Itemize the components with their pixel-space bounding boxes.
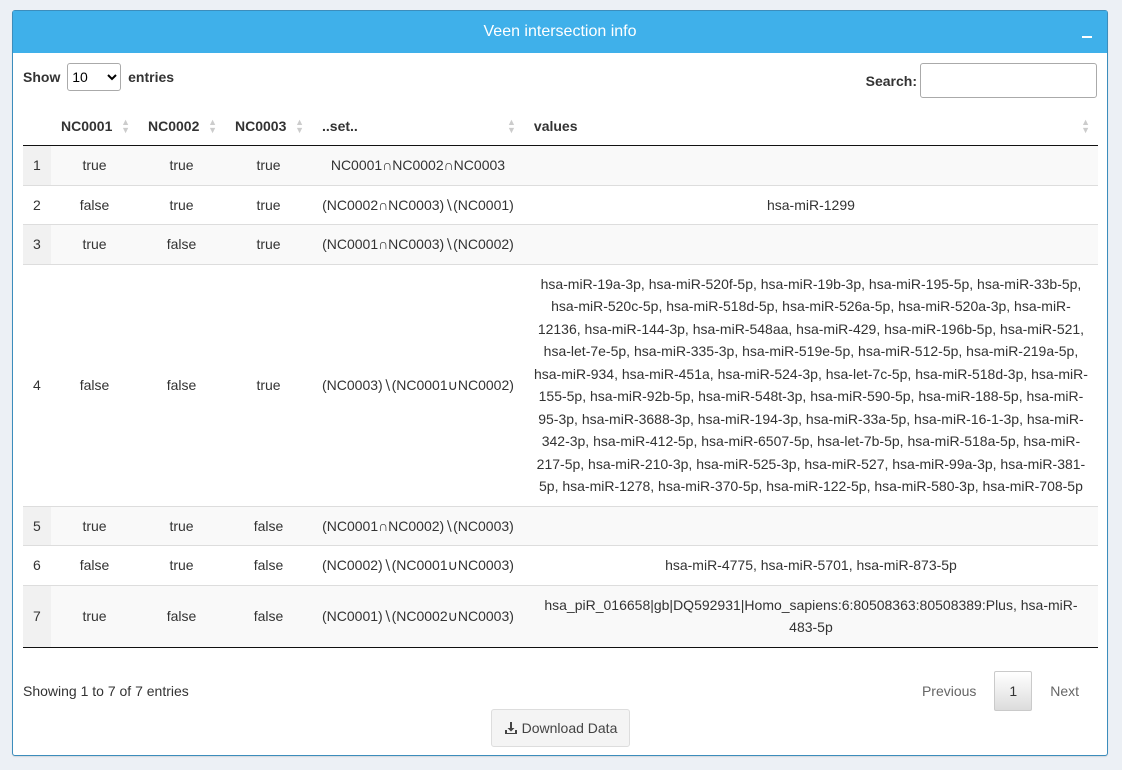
cell-set: (NC0001∩NC0002)∖(NC0003) bbox=[312, 506, 524, 546]
cell-nc0003: false bbox=[225, 585, 312, 647]
cell-nc0003: false bbox=[225, 506, 312, 546]
cell-index: 5 bbox=[23, 506, 51, 546]
cell-set: (NC0002)∖(NC0001∪NC0003) bbox=[312, 546, 524, 586]
cell-nc0001: true bbox=[51, 146, 138, 186]
minus-icon bbox=[1082, 36, 1092, 38]
cell-values: hsa-miR-4775, hsa-miR-5701, hsa-miR-873-5p bbox=[524, 546, 1098, 586]
search-input[interactable] bbox=[920, 63, 1097, 98]
collapse-button[interactable] bbox=[1079, 21, 1095, 41]
cell-index: 1 bbox=[23, 146, 51, 186]
column-header-label: NC0001 bbox=[61, 118, 113, 134]
table-controls bbox=[23, 63, 1097, 99]
download-label: Download Data bbox=[521, 720, 618, 736]
cell-index: 6 bbox=[23, 546, 51, 586]
cell-nc0002: true bbox=[138, 185, 225, 225]
cell-values: hsa-miR-19a-3p, hsa-miR-520f-5p, hsa-miR-19b-3p, hsa-miR-195-5p, hsa-miR-33b-5p, hsa-miR-520c-5p, hsa-miR-518d-5p, hsa-miR-526a-5p, hsa-miR-520a-3p, hsa-miR-12136, hsa-miR-144-3p, hsa-miR-548aa, hsa-miR-429, hsa-miR-196b-5p, hsa-miR-521, hsa-let-7e-5p, hsa-miR-335-3p, hsa-miR-519e-5p, hsa-miR-512-5p, hsa-miR-219a-5p, hsa-miR-934, hsa-miR-451a, hsa-miR-524-3p, hsa-let-7c-5p, hsa-miR-518d-3p, hsa-miR-155-5p, hsa-miR-92b-5p, hsa-miR-548t-3p, hsa-miR-590-5p, hsa-miR-188-5p, hsa-miR-95-3p, hsa-miR-3688-3p, hsa-miR-194-3p, hsa-miR-33a-5p, hsa-miR-16-1-3p, hsa-miR-342-3p, hsa-miR-412-5p, hsa-miR-6507-5p, hsa-let-7b-5p, hsa-miR-518a-5p, hsa-miR-217-5p, hsa-miR-210-3p, hsa-miR-525-3p, hsa-miR-527, hsa-miR-99a-3p, hsa-miR-381-5p, hsa-miR-1278, hsa-miR-370-5p, hsa-miR-122-5p, hsa-miR-580-3p, hsa-miR-708-5p bbox=[524, 264, 1098, 506]
sort-icon: ▲ ▼ bbox=[121, 117, 130, 135]
cell-nc0003: true bbox=[225, 225, 312, 265]
column-header-label: NC0002 bbox=[148, 118, 200, 134]
table-row bbox=[23, 506, 1098, 546]
cell-nc0002: true bbox=[138, 506, 225, 546]
cell-index: 3 bbox=[23, 225, 51, 265]
download-data-button[interactable] bbox=[491, 709, 630, 747]
cell-nc0003: true bbox=[225, 185, 312, 225]
sort-icon: ▲ ▼ bbox=[295, 117, 304, 135]
cell-nc0001: false bbox=[51, 546, 138, 586]
cell-nc0001: false bbox=[51, 185, 138, 225]
column-header-values[interactable] bbox=[524, 107, 1098, 146]
sort-icon: ▲ ▼ bbox=[208, 117, 217, 135]
column-header-nc0003[interactable] bbox=[225, 107, 312, 146]
table-row bbox=[23, 146, 1098, 186]
cell-nc0001: true bbox=[51, 506, 138, 546]
cell-nc0003: true bbox=[225, 146, 312, 186]
cell-values bbox=[524, 225, 1098, 265]
cell-nc0002: true bbox=[138, 546, 225, 586]
cell-values bbox=[524, 506, 1098, 546]
column-header-set[interactable] bbox=[312, 107, 524, 146]
download-icon bbox=[504, 721, 518, 735]
column-header-label: NC0003 bbox=[235, 118, 287, 134]
box-header bbox=[13, 11, 1107, 53]
table-info: Showing 1 to 7 of 7 entries bbox=[23, 683, 189, 699]
cell-nc0003: true bbox=[225, 264, 312, 506]
cell-nc0001: false bbox=[51, 264, 138, 506]
entries-length-control bbox=[23, 63, 174, 91]
entries-label: entries bbox=[128, 69, 175, 85]
column-header-nc0001[interactable] bbox=[51, 107, 138, 146]
cell-nc0002: false bbox=[138, 264, 225, 506]
next-page-button[interactable]: Next bbox=[1050, 683, 1079, 699]
cell-nc0002: false bbox=[138, 585, 225, 647]
cell-values: hsa-miR-1299 bbox=[524, 185, 1098, 225]
column-header-label: ..set.. bbox=[322, 118, 358, 134]
table-header-row bbox=[23, 107, 1098, 146]
table-row bbox=[23, 225, 1098, 265]
veen-intersection-box bbox=[12, 10, 1108, 756]
intersection-table bbox=[23, 107, 1098, 648]
box-title: Veen intersection info bbox=[483, 23, 637, 40]
cell-nc0002: false bbox=[138, 225, 225, 265]
cell-set: (NC0003)∖(NC0001∪NC0002) bbox=[312, 264, 524, 506]
column-header-label: values bbox=[533, 118, 578, 134]
cell-set: (NC0001)∖(NC0002∪NC0003) bbox=[312, 585, 524, 647]
cell-values bbox=[524, 146, 1098, 186]
cell-nc0002: true bbox=[138, 146, 225, 186]
page-1-button[interactable]: 1 bbox=[994, 671, 1032, 711]
cell-nc0001: true bbox=[51, 585, 138, 647]
previous-page-button[interactable]: Previous bbox=[921, 683, 977, 699]
show-label: Show bbox=[23, 69, 61, 85]
pagination bbox=[904, 671, 1097, 709]
cell-nc0003: false bbox=[225, 546, 312, 586]
cell-set: NC0001∩NC0002∩NC0003 bbox=[312, 146, 524, 186]
cell-index: 4 bbox=[23, 264, 51, 506]
table-row bbox=[23, 546, 1098, 586]
cell-index: 2 bbox=[23, 185, 51, 225]
entries-length-select[interactable] bbox=[67, 63, 121, 91]
cell-values: hsa_piR_016658|gb|DQ592931|Homo_sapiens:6:80508363:80508389:Plus, hsa-miR-483-5p bbox=[524, 585, 1098, 647]
table-row bbox=[23, 585, 1098, 647]
sort-icon: ▲ ▼ bbox=[506, 117, 516, 135]
column-header-index bbox=[23, 107, 51, 146]
cell-set: (NC0002∩NC0003)∖(NC0001) bbox=[312, 185, 524, 225]
cell-nc0001: true bbox=[51, 225, 138, 265]
column-header-nc0002[interactable] bbox=[138, 107, 225, 146]
search-label: Search: bbox=[865, 73, 917, 89]
table-row bbox=[23, 185, 1098, 225]
table-row bbox=[23, 264, 1098, 506]
cell-index: 7 bbox=[23, 585, 51, 647]
cell-set: (NC0001∩NC0003)∖(NC0002) bbox=[312, 225, 524, 265]
sort-icon: ▲ ▼ bbox=[1081, 117, 1090, 135]
